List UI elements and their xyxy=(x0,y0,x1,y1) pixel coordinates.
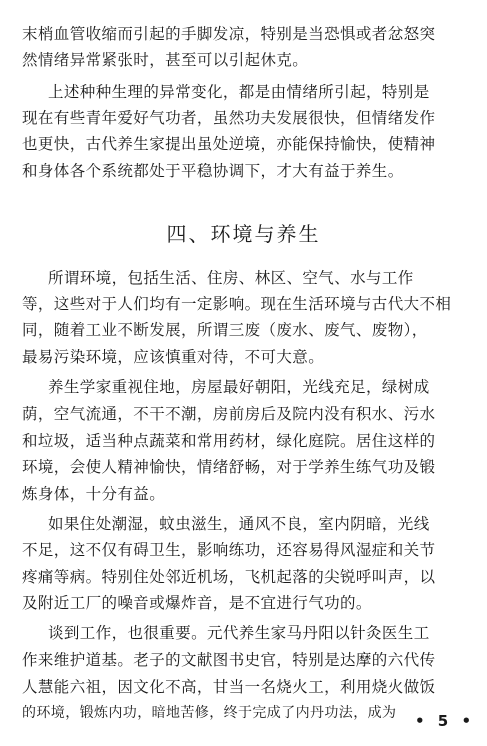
text-line: 和垃圾，适当种点蔬菜和常用药材，绿化庭院。居住这样的 xyxy=(22,432,436,450)
section-heading: 四、环境与养生 xyxy=(166,222,321,246)
text-line: 养生学家重视住地，房屋最好朝阳，光线充足，绿树成 xyxy=(48,378,430,396)
text-line: 人慧能六祖，因文化不高，甘当一名烧火工，利用烧火做饭 xyxy=(22,678,436,696)
text-line: 如果住处潮湿，蚊虫滋生，通风不良，室内阴暗，光线 xyxy=(48,515,430,533)
text-line: 谈到工作，也很重要。元代养生家马丹阳以针灸医生工 xyxy=(48,624,430,642)
text-line: 也更快，古代养生家提出虽处逆境，亦能保持愉快，使精神 xyxy=(22,135,436,153)
text-line: 不足，这不仅有碍卫生，影响练功，还容易得风湿症和关节 xyxy=(22,541,436,559)
text-line: 所谓环境，包括生活、住房、林区、空气、水与工作 xyxy=(48,269,414,287)
text-line: 等，这些对于人们均有一定影响。现在生活环境与古代大不相 xyxy=(22,295,452,313)
page-number: • 5 • xyxy=(415,712,476,730)
text-line: 炼身体，十分有益。 xyxy=(22,485,166,503)
text-line: 和身体各个系统都处于平稳协调下，才大有益于养生。 xyxy=(22,162,404,180)
text-line: 的环境，锻炼内功，暗地苦修，终于完成了内丹功法，成为 xyxy=(22,705,397,721)
text-line: 及附近工厂的噪音或爆炸音，是不宜进行气功的。 xyxy=(22,594,372,612)
text-line: 最易污染环境，应该慎重对待，不可大意。 xyxy=(22,348,325,366)
text-line: 作来维护道基。老子的文献图书史官，特别是达摩的六代传 xyxy=(22,651,436,669)
text-line: 末梢血管收缩而引起的手脚发凉，特别是当恐惧或者忿怒突 xyxy=(22,25,436,43)
text-line: 环境，会使人精神愉快，情绪舒畅，对于学养生练气功及锻 xyxy=(22,458,436,476)
text-line: 上述种种生理的异常变化，都是由情绪所引起，特别是 xyxy=(48,83,430,101)
text-line: 疼痛等病。特别住处邻近机场，飞机起落的尖锐呼叫声，以 xyxy=(22,568,436,586)
text-line: 同，随着工业不断发展，所谓三废（废水、废气、废物）， xyxy=(22,321,428,339)
text-line: 荫，空气流通，不干不潮，房前房后及院内没有积水、污水 xyxy=(22,405,436,423)
text-line: 现在有些青年爱好气功者，虽然功夫发展很快，但情绪发作 xyxy=(22,109,436,127)
text-line: 然情绪异常紧张时，甚至可以引起休克。 xyxy=(22,51,309,69)
